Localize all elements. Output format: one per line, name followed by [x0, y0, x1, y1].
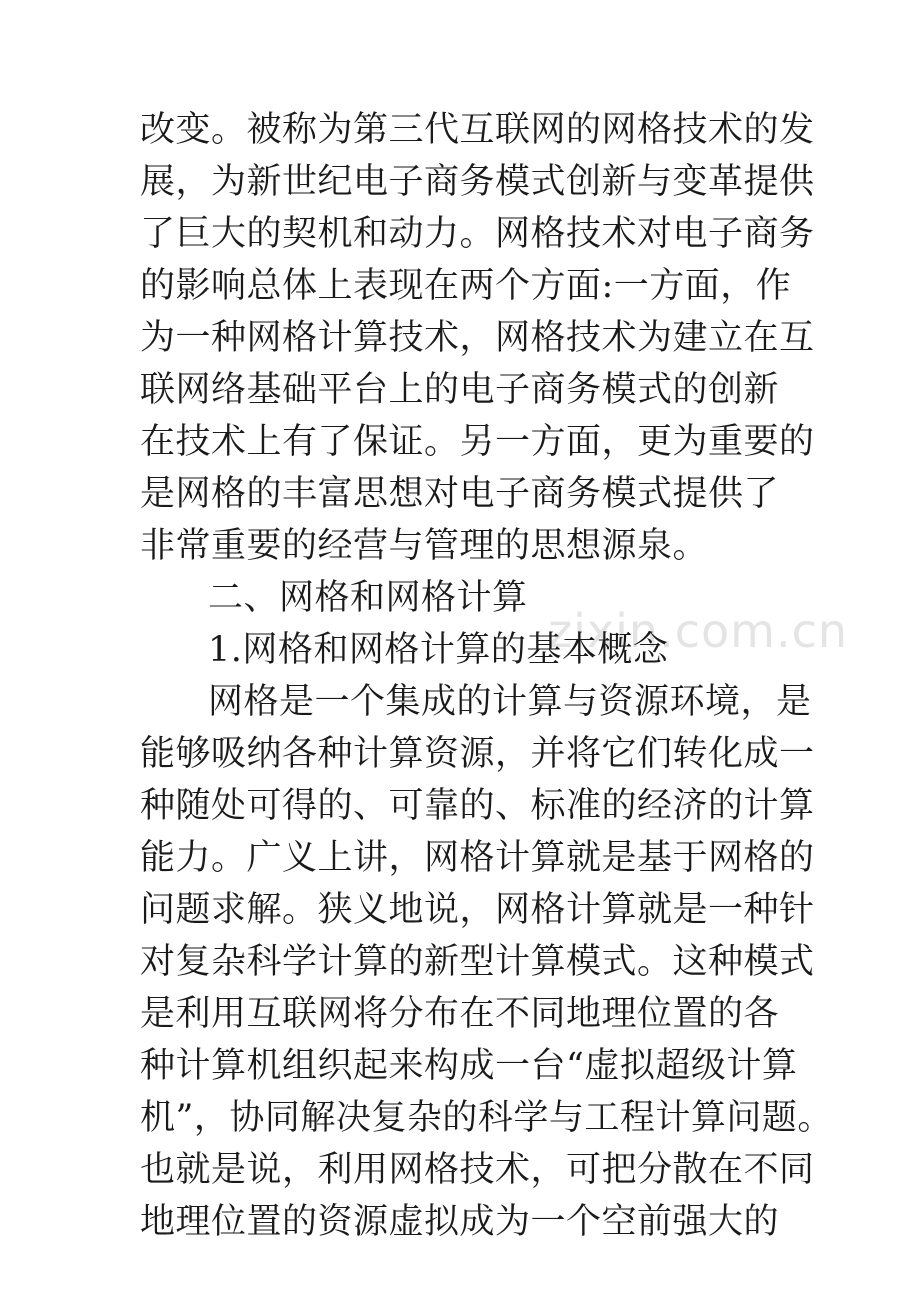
paragraph-line: 也就是说，利用网格技术，可把分散在不同 [140, 1150, 815, 1190]
paragraph-line: 联网络基础平台上的电子商务模式的创新 [140, 370, 780, 410]
watermark: zixin.com.cn [548, 604, 849, 658]
paragraph-line: 的影响总体上表现在两个方面:一方面，作 [140, 266, 792, 306]
paragraph-line: 了巨大的契机和动力。网格技术对电子商务 [140, 214, 815, 254]
paragraph-line: 非常重要的经营与管理的思想源泉。 [140, 526, 709, 566]
paragraph-line: 能力。广义上讲，网格计算就是基于网格的 [140, 838, 815, 878]
paragraph-line: 是网格的丰富思想对电子商务模式提供了 [140, 474, 780, 514]
paragraph-line: 展，为新世纪电子商务模式创新与变革提供 [140, 162, 815, 202]
paragraph-line: 是利用互联网将分布在不同地理位置的各 [140, 994, 780, 1034]
paragraph-line: 机”，协同解决复杂的科学与工程计算问题。 [140, 1098, 833, 1138]
paragraph-line: 种计算机组织起来构成一台“虚拟超级计算 [140, 1046, 798, 1086]
paragraph-line: 为一种网格计算技术，网格技术为建立在互 [140, 318, 815, 358]
section-heading: 二、网格和网格计算 [208, 578, 528, 618]
paragraph-line: 问题求解。狭义地说，网格计算就是一种针 [140, 890, 815, 930]
subsection-heading: 1.网格和网格计算的基本概念 [208, 630, 669, 670]
paragraph-line: 能够吸纳各种计算资源，并将它们转化成一 [140, 734, 815, 774]
paragraph-line: 对复杂科学计算的新型计算模式。这种模式 [140, 942, 815, 982]
paragraph-line: 改变。被称为第三代互联网的网格技术的发 [140, 110, 815, 150]
paragraph-line: 种随处可得的、可靠的、标准的经济的计算 [140, 786, 815, 826]
paragraph-line: 地理位置的资源虚拟成为一个空前强大的 [140, 1202, 780, 1242]
paragraph-line: 在技术上有了保证。另一方面，更为重要的 [140, 422, 815, 462]
paragraph-line: 网格是一个集成的计算与资源环境，是 [208, 682, 812, 722]
